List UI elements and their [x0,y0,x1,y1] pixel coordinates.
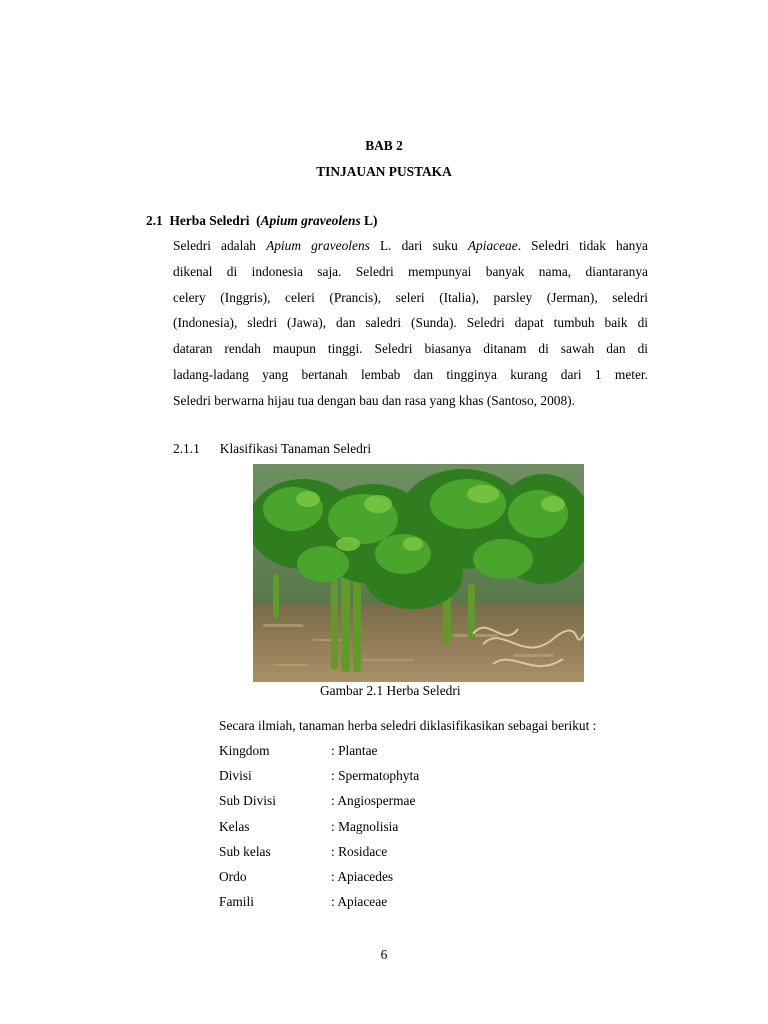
text-run: . Seledri tidak hanya [517,238,648,253]
celery-photo [253,464,584,682]
classification-row [219,768,659,788]
chapter-title: TINJAUAN PUSTAKA [316,164,452,179]
taxon-rank: Divisi [219,768,252,783]
text-run: L. dari suku [369,238,468,253]
classification-row [219,743,659,763]
paragraph-line: dikenal di indonesia saja. Seledri mempunyai banyak nama, diantaranya [173,263,648,279]
figure-caption: Gambar 2.1 Herba Seledri [320,683,461,698]
taxon-rank: Ordo [219,869,247,884]
paragraph-line: celery (Inggris), celeri (Prancis), seleri (Italia), parsley (Jerman), seledri [173,289,648,305]
taxon-value: : Spermatophyta [331,768,420,783]
taxon-rank: Kelas [219,819,250,834]
classification-row [219,894,659,914]
paragraph-line: dataran rendah maupun tinggi. Seledri biasanya ditanam di sawah dan di [173,341,648,357]
classification-row [219,819,659,839]
section-heading [146,214,377,227]
species-name: Apium graveolens [266,238,370,253]
section-title-species: Apium graveolens [260,213,361,228]
taxon-rank: Sub kelas [219,844,271,859]
paragraph-line [173,236,648,262]
section-title-suffix: L) [364,213,378,228]
taxon-value: : Apiacedes [331,869,394,884]
section-title-paren: ( [256,213,261,228]
taxon-rank: Sub Divisi [219,793,276,808]
page-number: 6 [380,947,388,962]
classification-row [219,869,659,889]
family-name: Apiaceae [467,238,518,253]
taxon-value: : Apiaceae [331,894,388,909]
paragraph-line: ladang-ladang yang bertanah lembab dan tingginya kurang dari 1 meter. [173,366,648,382]
taxon-value: : Magnolisia [331,819,399,834]
taxon-rank: Famili [219,894,254,909]
paragraph-line: Seledri berwarna hijau tua dengan bau dan rasa yang khas (Santoso, 2008). [173,392,575,408]
taxon-value: : Plantae [331,743,378,758]
taxon-rank: Kingdom [219,743,270,758]
chapter-number: BAB 2 [365,138,403,153]
classification-row [219,793,659,813]
section-number: 2.1 [146,213,163,228]
paragraph-line: (Indonesia), sledri (Jawa), dan saledri (Sunda). Seledri dapat tumbuh baik di [173,315,648,331]
subsection-title: Klasifikasi Tanaman Seledri [219,441,372,456]
taxon-value: : Angiospermae [331,793,416,808]
classification-intro: Secara ilmiah, tanaman herba seledri diklasifikasikan sebagai berikut : [219,718,597,733]
text-run: Seledri adalah [173,238,267,253]
body-paragraph [173,236,648,417]
section-title-prefix: Herba Seledri [169,213,250,228]
subsection-number: 2.1.1 [173,441,200,456]
classification-row [219,844,659,864]
taxon-value: : Rosidace [331,844,388,859]
subsection-heading [173,442,371,455]
